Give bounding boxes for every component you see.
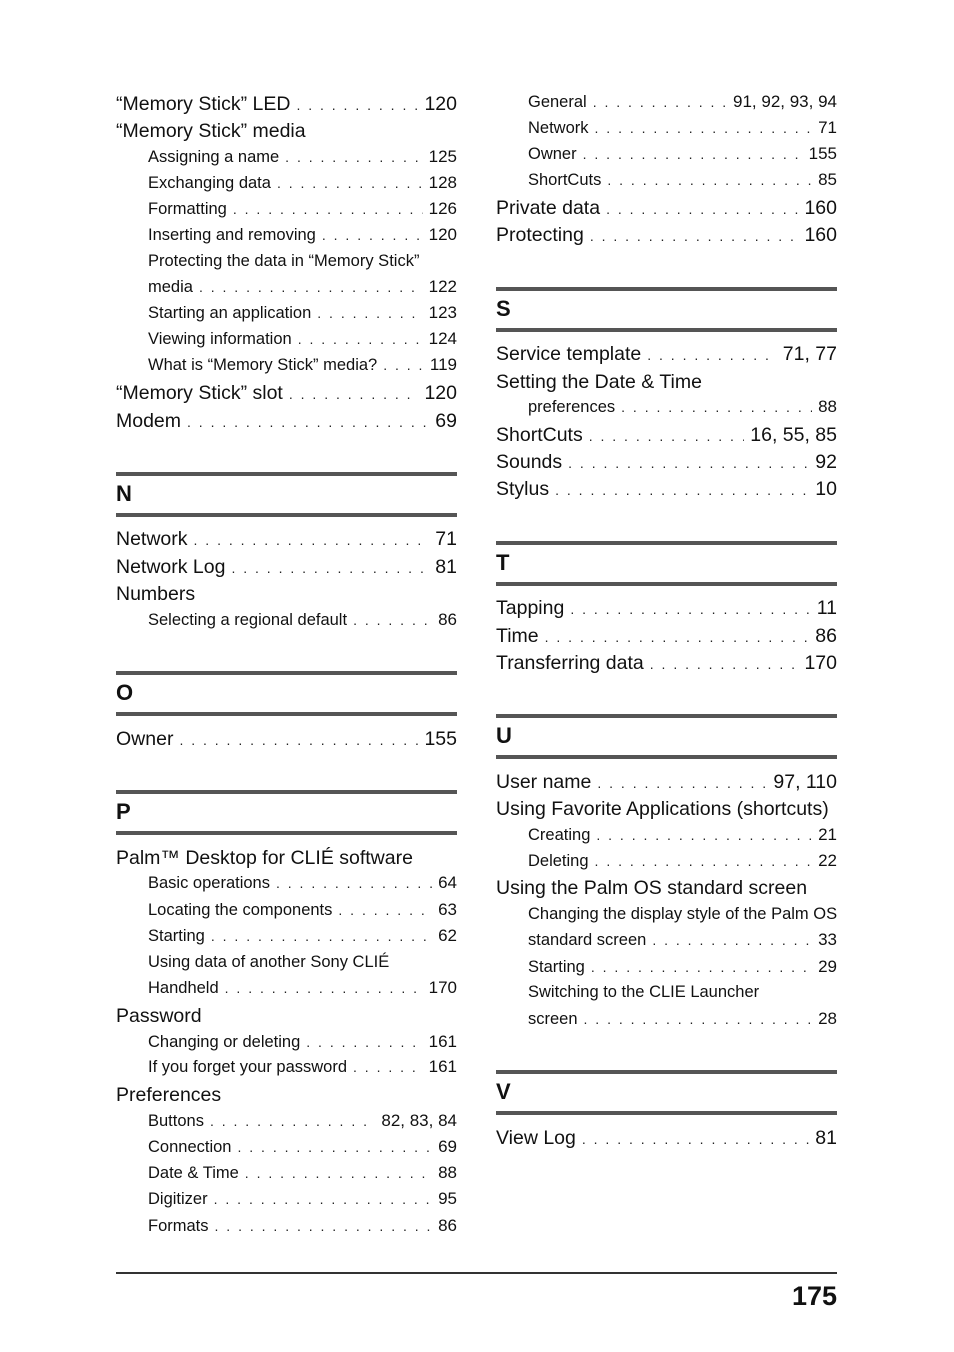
entry-label: Protecting the data in “Memory Stick” — [148, 252, 420, 270]
index-entry — [496, 423, 837, 448]
index-entry — [116, 582, 457, 606]
entry-page: 120 — [424, 382, 457, 404]
index-subentry — [148, 328, 457, 350]
entry-label: Starting an application — [148, 304, 312, 322]
index-subentry — [148, 609, 457, 631]
entry-page: 11 — [816, 597, 837, 619]
entry-label: What is “Memory Stick” media? — [148, 356, 378, 374]
entry-label: ShortCuts — [496, 424, 583, 446]
entry-label: Formatting — [148, 200, 227, 218]
entry-page: 161 — [428, 1032, 457, 1051]
index-entry — [116, 555, 457, 580]
entry-label: Palm™ Desktop for CLIÉ software — [116, 847, 413, 869]
entry-page: 86 — [438, 610, 457, 629]
entry-label: Locating the components — [148, 901, 333, 919]
entry-page: 155 — [424, 728, 457, 750]
section-rule — [496, 541, 837, 545]
entry-page: 91, 92, 93, 94 — [733, 92, 837, 111]
entry-page: 119 — [429, 355, 457, 374]
entry-label: ShortCuts — [528, 171, 602, 189]
entry-label: Exchanging data — [148, 174, 271, 192]
section-rule — [496, 714, 837, 718]
section-rule — [116, 790, 457, 794]
index-entry — [496, 651, 837, 676]
entry-page: 155 — [808, 144, 837, 163]
index-subentry — [528, 981, 837, 1003]
entry-label: Assigning a name — [148, 148, 280, 166]
entry-label: Handheld — [148, 979, 219, 997]
entry-label: Basic operations — [148, 874, 270, 892]
entry-page: 71, 77 — [782, 343, 837, 365]
index-entry — [496, 876, 837, 900]
entry-label: Stylus — [496, 478, 550, 500]
entry-page: 64 — [438, 873, 457, 892]
section-letter: N — [116, 481, 132, 506]
entry-page: 88 — [438, 1163, 457, 1182]
entry-page: 81 — [435, 556, 457, 578]
index-subentry — [528, 850, 837, 872]
index-subentry — [528, 929, 837, 951]
index-subentry — [148, 951, 457, 973]
section-letter: S — [496, 296, 511, 321]
entry-page: 62 — [438, 926, 457, 945]
index-subentry — [148, 1136, 457, 1158]
index-subentry — [148, 899, 457, 921]
index-subentry — [148, 198, 457, 220]
entry-page: 22 — [818, 851, 837, 870]
index-subentry — [528, 956, 837, 978]
entry-label: Using data of another Sony CLIÉ — [148, 953, 390, 971]
section-rule — [496, 1111, 837, 1115]
entry-page: 29 — [818, 957, 837, 976]
entry-label: Setting the Date & Time — [496, 371, 702, 393]
section-rule — [496, 755, 837, 759]
section-letter: U — [496, 723, 512, 748]
entry-label: General — [528, 93, 587, 111]
index-subentry — [528, 824, 837, 846]
index-subentry — [528, 903, 837, 925]
entry-page: 88 — [818, 397, 837, 416]
index-entry — [116, 381, 457, 406]
entry-label: Buttons — [148, 1112, 204, 1130]
entry-label: Inserting and removing — [148, 226, 316, 244]
entry-label: Date & Time — [148, 1164, 239, 1182]
entry-label: Connection — [148, 1138, 232, 1156]
entry-page: 92 — [815, 451, 837, 473]
entry-page: 170 — [428, 978, 457, 997]
index-entry — [116, 409, 457, 434]
entry-label: Network — [116, 528, 188, 550]
entry-page: 28 — [818, 1009, 837, 1028]
index-subentry — [528, 396, 837, 418]
entry-page: 160 — [804, 224, 837, 246]
entry-label: Private data — [496, 197, 601, 219]
entry-page: 124 — [428, 329, 457, 348]
entry-label: Modem — [116, 410, 182, 432]
index-subentry — [148, 224, 457, 246]
index-subentry — [148, 146, 457, 168]
index-entry — [116, 92, 457, 117]
index-subentry — [528, 117, 837, 139]
index-entry — [116, 1004, 457, 1028]
entry-page: 63 — [438, 900, 457, 919]
section-letter: O — [116, 680, 134, 705]
entry-page: 33 — [818, 930, 837, 949]
entry-page: 122 — [428, 277, 457, 296]
entry-label: Changing the display style of the Palm OS — [528, 905, 838, 923]
entry-label: preferences — [528, 398, 616, 416]
index-entry — [496, 624, 837, 649]
entry-page: 86 — [815, 625, 837, 647]
entry-page: 16, 55, 85 — [750, 424, 837, 446]
entry-label: standard screen — [528, 931, 647, 949]
entry-label: Formats — [148, 1217, 209, 1235]
entry-label: Numbers — [116, 583, 196, 605]
index-subentry — [148, 1110, 457, 1132]
index-subentry — [148, 1056, 457, 1078]
index-subentry — [148, 977, 457, 999]
entry-page: 97, 110 — [773, 771, 837, 793]
entry-page: 10 — [815, 478, 837, 500]
entry-label: User name — [496, 771, 592, 793]
section-rule — [116, 712, 457, 716]
index-subentry — [148, 276, 457, 298]
entry-page: 125 — [428, 147, 457, 166]
index-entry — [116, 119, 457, 143]
index-subentry — [528, 1008, 837, 1030]
entry-label: Switching to the CLIE Launcher — [528, 983, 760, 1001]
entry-page: 170 — [804, 652, 837, 674]
entry-label: Service template — [496, 343, 642, 365]
entry-label: Preferences — [116, 1084, 222, 1106]
index-entry — [496, 370, 837, 394]
entry-label: media — [148, 278, 193, 296]
entry-label: screen — [528, 1010, 578, 1028]
entry-label: Password — [116, 1005, 202, 1027]
entry-label: Creating — [528, 826, 591, 844]
section-rule — [496, 1070, 837, 1074]
entry-label: Tapping — [496, 597, 565, 619]
index-subentry — [148, 302, 457, 324]
index-entry — [496, 1126, 837, 1151]
section-rule — [116, 513, 457, 517]
section-rule — [116, 831, 457, 835]
entry-page: 71 — [435, 528, 457, 550]
index-entry — [496, 596, 837, 621]
entry-page: 69 — [435, 410, 457, 432]
entry-page: 69 — [438, 1137, 457, 1156]
section-rule — [496, 328, 837, 332]
entry-label: View Log — [496, 1127, 576, 1149]
index-subentry — [148, 1215, 457, 1237]
section-letter: T — [496, 550, 510, 575]
entry-page: 128 — [428, 173, 457, 192]
index-subentry — [528, 143, 837, 165]
entry-label: Selecting a regional default — [148, 611, 348, 629]
index-entry — [496, 196, 837, 221]
entry-label: Transferring data — [496, 652, 644, 674]
entry-page: 86 — [438, 1216, 457, 1235]
section-rule — [116, 671, 457, 675]
entry-label: Starting — [148, 927, 205, 945]
index-entry — [496, 477, 837, 502]
entry-page: 71 — [818, 118, 837, 137]
index-subentry — [148, 1031, 457, 1053]
index-subentry — [528, 91, 837, 113]
entry-label: Protecting — [496, 224, 584, 246]
index-subentry — [148, 250, 457, 272]
index-subentry — [148, 354, 457, 376]
entry-label: If you forget your password — [148, 1058, 348, 1076]
index-entry — [116, 846, 457, 870]
index-subentry — [528, 169, 837, 191]
index-entry — [496, 223, 837, 248]
entry-page: 85 — [818, 170, 837, 189]
index-subentry — [148, 872, 457, 894]
section-letter: V — [496, 1079, 511, 1104]
index-entry — [496, 342, 837, 367]
index-entry — [496, 797, 837, 821]
entry-label: Changing or deleting — [148, 1033, 301, 1051]
entry-page: 82, 83, 84 — [381, 1111, 457, 1130]
index-subentry — [148, 172, 457, 194]
entry-label: Deleting — [528, 852, 589, 870]
entry-label: Using the Palm OS standard screen — [496, 877, 808, 899]
index-entry — [116, 727, 457, 752]
index-subentry — [148, 1188, 457, 1210]
entry-label: Using Favorite Applications (shortcuts) — [496, 798, 829, 820]
entry-label: Starting — [528, 958, 585, 976]
section-rule — [116, 472, 457, 476]
entry-label: Digitizer — [148, 1190, 208, 1208]
entry-label: Time — [496, 625, 539, 647]
entry-page: 120 — [428, 225, 457, 244]
entry-page: 95 — [438, 1189, 457, 1208]
page-number: 175 — [791, 1281, 837, 1311]
entry-label: Sounds — [496, 451, 563, 473]
footer-rule — [116, 1272, 837, 1274]
index-entry — [116, 1083, 457, 1107]
entry-label: “Memory Stick” media — [116, 120, 306, 142]
entry-label: Viewing information — [148, 330, 292, 348]
index-entry — [116, 527, 457, 552]
entry-label: “Memory Stick” LED — [116, 93, 291, 115]
entry-page: 160 — [804, 197, 837, 219]
entry-label: Network Log — [116, 556, 226, 578]
entry-page: 120 — [424, 93, 457, 115]
entry-label: “Memory Stick” slot — [116, 382, 283, 404]
section-letter: P — [116, 799, 131, 824]
index-subentry — [148, 1162, 457, 1184]
entry-page: 126 — [428, 199, 457, 218]
index-entry — [496, 770, 837, 795]
entry-page: 21 — [818, 825, 837, 844]
entry-page: 81 — [815, 1127, 837, 1149]
entry-label: Network — [528, 119, 589, 137]
entry-page: 161 — [428, 1057, 457, 1076]
section-rule — [496, 287, 837, 291]
entry-label: Owner — [528, 145, 577, 163]
entry-label: Owner — [116, 728, 174, 750]
section-rule — [496, 582, 837, 586]
index-entry — [496, 450, 837, 475]
index-subentry — [148, 925, 457, 947]
entry-page: 123 — [428, 303, 457, 322]
